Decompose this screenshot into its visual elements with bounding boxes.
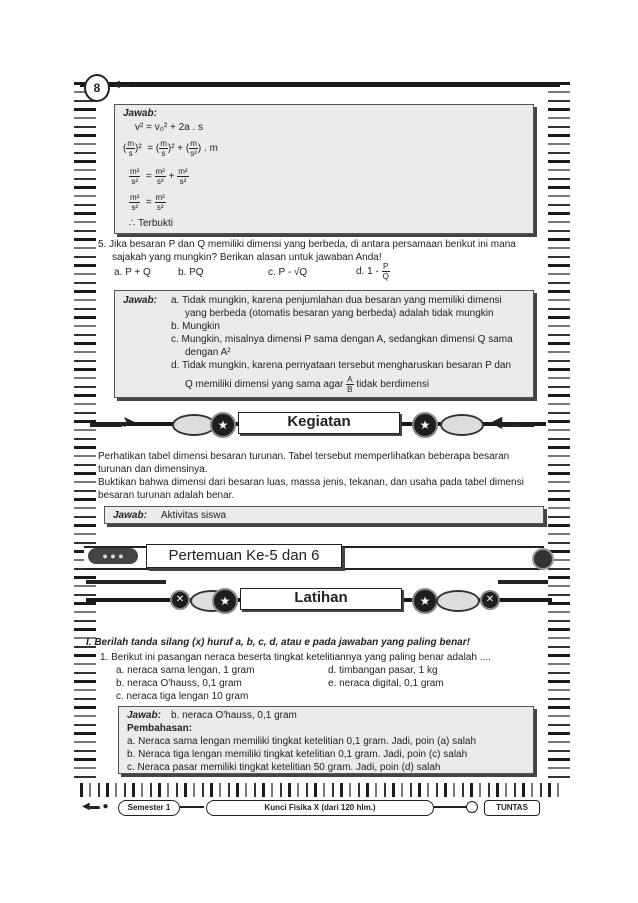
- equation-4: $\frac{\text{m²}}{\text{s²}}$ = $\frac{\text{m²}}{\text{s²}}$: [130, 193, 165, 212]
- answer-a-line1: a. Tidak mungkin, karena penjumlahan dua besaran yang memiliki dimensi: [171, 295, 502, 306]
- kegiatan-title: Kegiatan: [238, 412, 400, 434]
- bottom-decorative-border: [80, 783, 560, 797]
- footer-arrow-icon: ◀▬ ●: [82, 801, 109, 812]
- latihan-instruction: I. Berilah tanda silang (x) huruf a, b, c, d, atau e pada jawaban yang paling benar!: [86, 637, 470, 648]
- answer-d-line1: d. Tidak mungkin, karena pernyataan tersebut mengharuskan besaran P dan: [171, 360, 512, 371]
- page-number: 8: [84, 74, 110, 102]
- pembahasan-heading: Pembahasan:: [127, 723, 193, 734]
- latihan-q1-option-b: b. neraca O'hauss, 0,1 gram: [116, 678, 242, 689]
- latihan-q1-option-d: d. timbangan pasar, 1 kg: [328, 665, 438, 676]
- equation-1: v² = v₀² + 2a . s: [135, 122, 204, 133]
- jawab-text: Aktivitas siswa: [161, 510, 227, 521]
- conclusion: ∴ Terbukti: [129, 218, 173, 229]
- latihan-title: Latihan: [240, 588, 402, 610]
- q5-option-c: c. P - √Q: [268, 267, 308, 278]
- left-decorative-border: [74, 82, 96, 782]
- q5-option-d: d. 1 - $\frac{P}{Q}$: [356, 262, 389, 281]
- kegiatan-paragraph-4: besaran turunan adalah benar.: [98, 490, 235, 501]
- kegiatan-right-star-icon: ★: [412, 412, 438, 438]
- q5-line1: 5. Jika besaran P dan Q memiliki dimensi yang berbeda, di antara persamaan berikut ini mana: [98, 239, 516, 250]
- jawab-label: Jawab:: [127, 710, 161, 721]
- jawab-label: Jawab:: [113, 510, 147, 521]
- equation-2: ( $\frac{m}{s}$ )² = ( $\frac{m}{s}$ )² + ( $\frac{m}{\text{s²}}$ ) . m: [123, 139, 218, 158]
- jawab-label: Jawab:: [123, 108, 157, 119]
- answer-b: b. Mungkin: [171, 321, 220, 332]
- footer-brand: TUNTAS: [484, 800, 540, 816]
- kegiatan-paragraph-2: turunan dan dimensinya.: [98, 464, 208, 475]
- latihan-jawab-box: [118, 706, 534, 774]
- answer-a-line2: yang berbeda (otomatis besaran yang berbeda) adalah tidak mungkin: [185, 308, 494, 319]
- answer-c-line2: dengan A²: [185, 347, 231, 358]
- footer-book-title: Kunci Fisika X (dari 120 hlm.): [206, 800, 434, 816]
- latihan-left-x-icon: ✕: [170, 590, 190, 610]
- kegiatan-paragraph-3: Buktikan bahwa dimensi dari besaran luas, massa jenis, tekanan, dan usaha pada tabel dimensi: [98, 477, 524, 488]
- footer-line: [180, 806, 204, 808]
- answer-c-line1: c. Mungkin, misalnya dimensi P sama dengan A, sedangkan dimensi Q sama: [171, 334, 513, 345]
- header-arrow-icon: ◀▬ ●: [112, 79, 139, 90]
- pertemuan-title: Pertemuan Ke-5 dan 6: [146, 544, 342, 568]
- jawab-answer: b. neraca O'hauss, 0,1 gram: [171, 710, 297, 721]
- top-border-line: [80, 82, 560, 87]
- jawab-q5-box: [114, 290, 534, 398]
- q5-option-b: b. PQ: [178, 267, 204, 278]
- latihan-q1-option-c: c. neraca tiga lengan 10 gram: [116, 691, 249, 702]
- answer-d-line2: Q memiliki dimensi yang sama agar $\frac{A}{B}$ tidak berdimensi: [185, 375, 430, 394]
- latihan-right-bar: [498, 580, 548, 584]
- pembahasan-a: a. Neraca sama lengan memiliki tingkat ketelitian 0,1 gram. Jadi, poin (a) salah: [127, 736, 477, 747]
- latihan-q1: 1. Berikut ini pasangan neraca beserta tingkat ketelitiannya yang paling benar adalah ....: [100, 652, 491, 663]
- latihan-right-flourish-icon: [436, 590, 480, 612]
- footer-semester: Semester 1: [118, 800, 180, 816]
- kegiatan-left-arrow-icon: ▬▬➤: [90, 414, 136, 431]
- kegiatan-right-arrow-icon: ◀▬▬: [490, 414, 535, 431]
- pembahasan-b: b. Neraca tiga lengan memiliki tingkat ketelitian 0,1 gram. Jadi, poin (c) salah: [127, 749, 468, 760]
- q5-line2: sajakah yang mungkin? Berikan alasan untuk jawaban Anda!: [112, 252, 382, 263]
- q5-option-a: a. P + Q: [114, 267, 151, 278]
- right-decorative-border: [548, 82, 570, 782]
- pertemuan-end-circle-icon: [532, 548, 554, 570]
- jawab-label: Jawab:: [123, 295, 157, 306]
- latihan-left-star-icon: ★: [212, 588, 238, 614]
- latihan-q1-option-e: e. neraca digital, 0,1 gram: [328, 678, 444, 689]
- pertemuan-dots-icon: ● ● ●: [88, 548, 138, 564]
- jawab-top-box: [114, 104, 534, 234]
- kegiatan-right-flourish-icon: [440, 414, 484, 436]
- latihan-right-star-icon: ★: [412, 588, 438, 614]
- latihan-left-bar: [86, 580, 166, 584]
- latihan-right-x-icon: ✕: [480, 590, 500, 610]
- footer-circle-icon: [466, 801, 478, 813]
- kegiatan-jawab-box: [104, 506, 544, 524]
- latihan-q1-option-a: a. neraca sama lengan, 1 gram: [116, 665, 255, 676]
- kegiatan-paragraph-1: Perhatikan tabel dimensi besaran turunan. Tabel tersebut memperlihatkan beberapa besaran: [98, 451, 510, 462]
- kegiatan-left-star-icon: ★: [210, 412, 236, 438]
- equation-3: $\frac{\text{m²}}{\text{s²}}$ = $\frac{\text{m²}}{\text{s²}}$ + $\frac{\text{m²}}{\text{s²}}$: [130, 167, 188, 186]
- pembahasan-c: c. Neraca pasar memiliki tingkat ketelitian 50 gram. Jadi, poin (d) salah: [127, 762, 441, 773]
